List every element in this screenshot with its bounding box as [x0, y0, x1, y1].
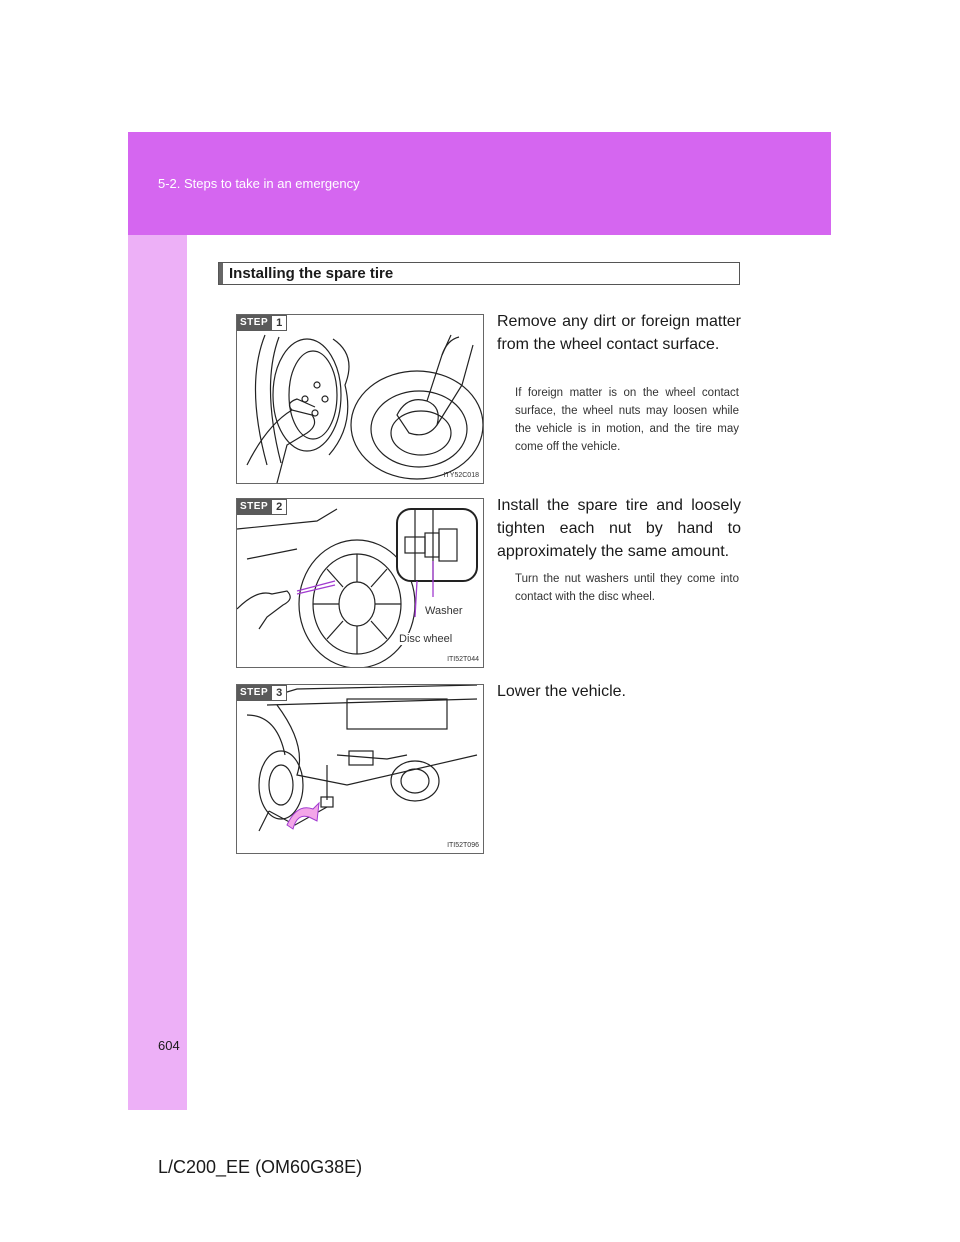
- step-1-badge: [237, 315, 287, 331]
- figure-code: ITI52T044: [447, 656, 479, 663]
- section-breadcrumb: 5-2. Steps to take in an emergency: [158, 176, 360, 191]
- step-3-instruction: Lower the vehicle.: [497, 683, 626, 700]
- step-badge-label: STEP: [237, 315, 271, 331]
- wheel-cleaning-drawing: [237, 315, 484, 484]
- step-2-badge: [237, 499, 287, 515]
- step-2-illustration: [236, 498, 484, 668]
- step-badge-number: 3: [271, 685, 287, 701]
- step-badge-label: STEP: [237, 499, 271, 515]
- disc-wheel-callout: Disc wheel: [399, 633, 453, 645]
- step-2-note: Turn the nut washers until they come into contact with the disc wheel.: [515, 573, 739, 603]
- step-1-note: If foreign matter is on the wheel contact surface, the wheel nuts may loosen while the vehicle is in motion, and the tire may come off the vehicle.: [515, 387, 739, 453]
- step-2-instruction: Install the spare tire and loosely tighten each nut by hand to approximately the same amount.: [497, 497, 741, 560]
- step-badge-number: 1: [271, 315, 287, 331]
- lower-vehicle-drawing: [237, 685, 484, 854]
- washer-callout: Washer: [425, 605, 463, 617]
- step-3-badge: [237, 685, 287, 701]
- figure-code: ITY52C018: [443, 472, 479, 479]
- step-1-illustration: [236, 314, 484, 484]
- step-3-illustration: [236, 684, 484, 854]
- manual-code: L/C200_EE (OM60G38E): [158, 1157, 363, 1177]
- figure-code: ITI52T096: [447, 842, 479, 849]
- page-number: 604: [158, 1038, 180, 1053]
- section-title: Installing the spare tire: [218, 262, 740, 285]
- side-strip: [128, 235, 187, 1110]
- step-badge-label: STEP: [237, 685, 271, 701]
- step-badge-number: 2: [271, 499, 287, 515]
- step-1-instruction: Remove any dirt or foreign matter from the wheel contact surface.: [497, 313, 741, 353]
